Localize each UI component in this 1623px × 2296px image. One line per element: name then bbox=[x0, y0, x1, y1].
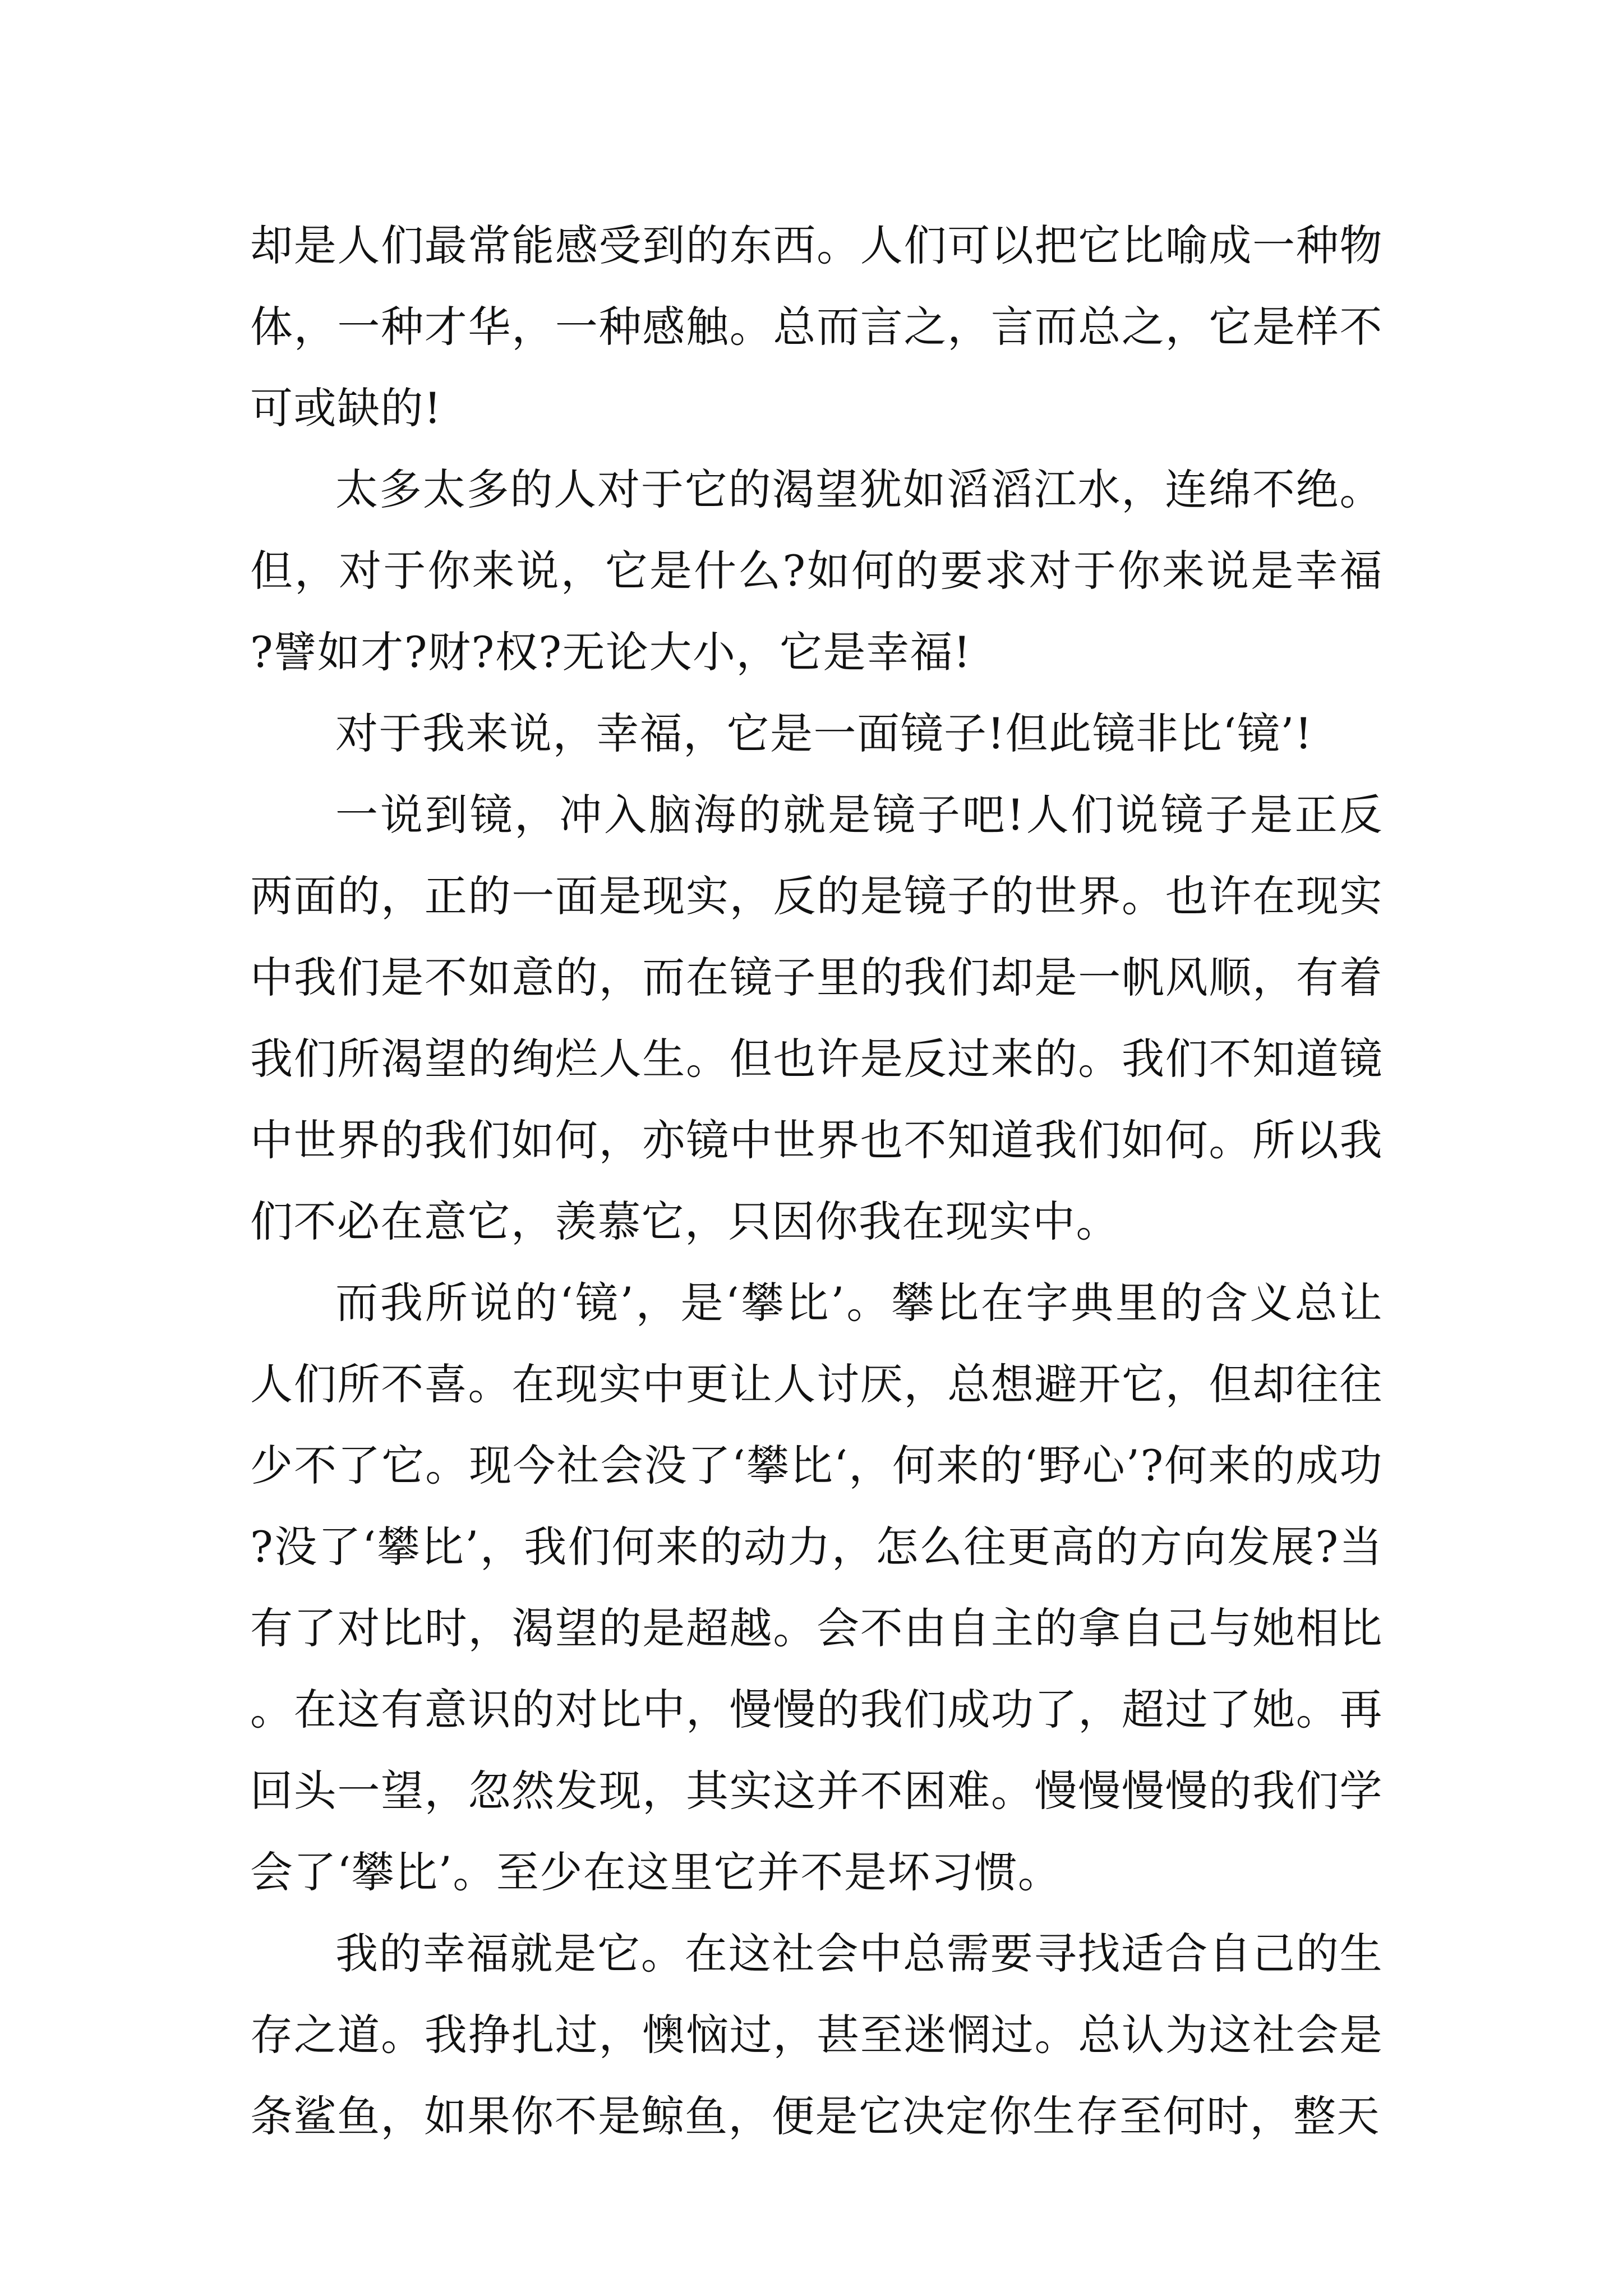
paragraph-1: 却是人们最常能感受到的东西。人们可以把它比喻成一种物体，一种才华，一种感触。总而言之，言而总之，它是样不可或缺的! bbox=[250, 220, 1383, 433]
paragraph-5: 而我所说的‘镜’，是‘攀比’。攀比在字典里的含义总让人们所不喜。在现实中更让人讨厌，总想避开它，但却往往少不了它。现今社会没了‘攀比‘，何来的‘野心’?何来的成功?没了‘攀比’，我们何来的动力，怎么往更高的方向发展?当有了对比时，渴望的是超越。会不由自主的拿自己与她相比。在这有意识的对比中，慢慢的我们成功了，超过了她。再回头一望，忽然发现，其实这并不困难。慢慢慢慢的我们学会了‘攀比’。至少在这里它并不是坏习惯。 bbox=[250, 1278, 1383, 1897]
document-body bbox=[250, 205, 1383, 2157]
paragraph-4: 一说到镜，冲入脑海的就是镜子吧!人们说镜子是正反两面的，正的一面是现实，反的是镜子的世界。也许在现实中我们是不如意的，而在镜子里的我们却是一帆风顺，有着我们所渴望的绚烂人生。但也许是反过来的。我们不知道镜中世界的我们如何，亦镜中世界也不知道我们如何。所以我们不必在意它，羡慕它，只因你我在现实中。 bbox=[250, 790, 1383, 1246]
paragraph-6: 我的幸福就是它。在这社会中总需要寻找适合自己的生存之道。我挣扎过，懊恼过，甚至迷惘过。总认为这社会是条鲨鱼，如果你不是鲸鱼，便是它决定你生存至何时，整天 bbox=[250, 1929, 1383, 2141]
paragraph-3: 对于我来说，幸福，它是一面镜子!但此镜非比‘镜’! bbox=[335, 708, 1313, 758]
paragraph-2: 太多太多的人对于它的渴望犹如滔滔江水，连绵不绝。但，对于你来说，它是什么?如何的要求对于你来说是幸福?譬如才?财?权?无论大小，它是幸福! bbox=[250, 464, 1383, 677]
